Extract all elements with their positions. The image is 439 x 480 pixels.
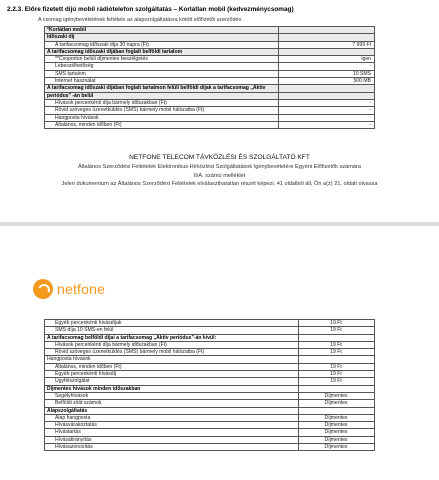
row-value xyxy=(299,334,375,341)
row-label: Lebeszélhetőség xyxy=(45,63,279,70)
section-heading: 2.2.3. Előre fizetett díjú mobil rádiótelefon szolgáltatás – Korlátlan mobil (kedvezménycsomag) xyxy=(7,6,294,13)
table-row xyxy=(45,48,375,55)
table-row xyxy=(45,121,375,128)
table-row xyxy=(45,341,375,348)
row-value: 19 Ft xyxy=(299,363,375,370)
row-label: **Csoporton belüli díjmentes beszélgetés xyxy=(45,56,279,63)
row-label: Ügyfélszolgálat xyxy=(45,378,299,385)
row-value: Díjmentes xyxy=(299,414,375,421)
table-row xyxy=(45,436,375,443)
row-label: SMS tartalom xyxy=(45,70,279,77)
row-value xyxy=(279,27,375,34)
footer-company: NETFONE TELECOM TÁVKÖZLÉSI ÉS SZOLGÁLTATÓ KFT xyxy=(129,154,310,161)
table-row xyxy=(45,92,375,99)
row-value xyxy=(279,85,375,92)
table-row xyxy=(45,70,375,77)
row-value xyxy=(279,48,375,55)
document-page-2 xyxy=(0,226,439,480)
row-value xyxy=(279,114,375,121)
row-label: *Korlátlan mobil xyxy=(45,27,279,34)
table-row xyxy=(45,385,375,392)
row-value: 19 Ft xyxy=(299,378,375,385)
row-value: 500 MB xyxy=(279,78,375,85)
section-subheading: A csomag igénybevételének feltétele az alapszolgáltatásra kötött előfizetői szerződés. xyxy=(38,17,243,23)
row-label: Alap hangposta xyxy=(45,414,299,421)
table-row xyxy=(45,371,375,378)
footer-document-title: Általános Szerződési Feltételek Elektronikus Hírközlési Szolgáltatások Igénybevételére Egyéni Előfizetők számára xyxy=(78,164,361,170)
row-value xyxy=(299,356,375,363)
table-row xyxy=(45,99,375,106)
footer-page-note: Jelen dokumentum az Általános Szerződési Feltételek elválaszthatatlan részét képezi. 41 oldalból áll, Ön a(z) 21. oldalt olvassa xyxy=(61,181,378,187)
row-value: - xyxy=(279,63,375,70)
row-value: Díjmentes xyxy=(299,444,375,451)
row-value: Díjmentes xyxy=(299,429,375,436)
table-row xyxy=(45,85,375,92)
row-value xyxy=(299,385,375,392)
netfone-logo-icon xyxy=(33,279,53,299)
table-row xyxy=(45,334,375,341)
row-label: Időszaki díj xyxy=(45,34,279,41)
row-value: Díjmentes xyxy=(299,422,375,429)
table-row xyxy=(45,378,375,385)
row-label: Segélyhívások xyxy=(45,392,299,399)
table-row xyxy=(45,422,375,429)
row-label: Hívástartás xyxy=(45,429,299,436)
row-value: - xyxy=(279,107,375,114)
row-label: Internet használat xyxy=(45,78,279,85)
table-row xyxy=(45,41,375,48)
table-row xyxy=(45,363,375,370)
row-value: 19 Ft xyxy=(299,349,375,356)
row-value: Díjmentes xyxy=(299,400,375,407)
table-row xyxy=(45,356,375,363)
row-label: Hívásvárakoztatás xyxy=(45,422,299,429)
table-row xyxy=(45,78,375,85)
row-label: A tarifacsomag belföldi díjai a tarifacsomag „Aktív periódus"-án kívül: xyxy=(45,334,299,341)
row-value xyxy=(279,92,375,99)
table-row xyxy=(45,63,375,70)
table-row xyxy=(45,407,375,414)
table-row xyxy=(45,114,375,121)
table-row xyxy=(45,444,375,451)
row-label: Belföldi zöld számok xyxy=(45,400,299,407)
row-value: 19 Ft xyxy=(299,341,375,348)
table-row xyxy=(45,400,375,407)
table-row xyxy=(45,34,375,41)
row-label: periódus" -án belül xyxy=(45,92,279,99)
row-value: - xyxy=(279,121,375,128)
row-value xyxy=(279,34,375,41)
table-row xyxy=(45,27,375,34)
tariff-table-page-2 xyxy=(44,319,375,451)
footer-annex: II/A. számú melléklet xyxy=(193,173,246,179)
table-row xyxy=(45,56,375,63)
row-label: Hívások percenkénti díja bármely időszakban (Ft) xyxy=(45,99,279,106)
row-value: 19 Ft xyxy=(299,327,375,334)
row-value: 10 SMS xyxy=(279,70,375,77)
table-row xyxy=(45,429,375,436)
netfone-logo xyxy=(33,278,105,300)
row-label: Általános, minden időben (Ft) xyxy=(45,121,279,128)
table-row xyxy=(45,320,375,327)
row-label: Hívásátirányítás xyxy=(45,436,299,443)
row-label: Rövid szöveges üzenetküldés (SMS) bármely mobil hálózatba (Ft) xyxy=(45,349,299,356)
row-value xyxy=(299,407,375,414)
table-row xyxy=(45,107,375,114)
row-label: A tarifacsomag időszaki díjában foglalt belföldi tartalom xyxy=(45,48,279,55)
row-label: Alapszolgáltatás xyxy=(45,407,299,414)
row-value: Díjmentes xyxy=(299,392,375,399)
row-label: A tarifacsomag időszaki díjában foglalt tartalmon felüli belföldi díjak a tarifacsomag „Aktív xyxy=(45,85,279,92)
row-value: 7 999 Ft xyxy=(279,41,375,48)
row-label: SMS díja 10 SMS-en felül xyxy=(45,327,299,334)
table-row xyxy=(45,414,375,421)
row-label: A tarifacsomag időszaki díja 30 napra (Ft) xyxy=(45,41,279,48)
document-page-1 xyxy=(0,0,439,222)
row-label: Egyéb percenkénti hívásdíj xyxy=(45,371,299,378)
row-label: Általános, minden időben (Ft) xyxy=(45,363,299,370)
row-value: igen xyxy=(279,56,375,63)
table-row xyxy=(45,327,375,334)
row-label: Hangposta hívások xyxy=(45,356,299,363)
row-label: Hangposta hívások xyxy=(45,114,279,121)
row-label: Rövid szöveges üzenetküldés (SMS) bármely mobil hálózatba (Ft) xyxy=(45,107,279,114)
row-value: Díjmentes xyxy=(299,436,375,443)
table-row xyxy=(45,392,375,399)
row-value: - xyxy=(279,99,375,106)
tariff-table-page-1 xyxy=(44,26,375,129)
row-label: Egyéb percenkénti hívásdíjak xyxy=(45,320,299,327)
row-label: Hívásazonosítás xyxy=(45,444,299,451)
row-label: Hívások percenkénti díja bármely időszakban (Ft) xyxy=(45,341,299,348)
row-label: Díjmentes hívások minden időszakban xyxy=(45,385,299,392)
row-value: 19 Ft xyxy=(299,371,375,378)
table-row xyxy=(45,349,375,356)
logo-text: netfone xyxy=(57,281,106,297)
row-value: 19 Ft xyxy=(299,320,375,327)
